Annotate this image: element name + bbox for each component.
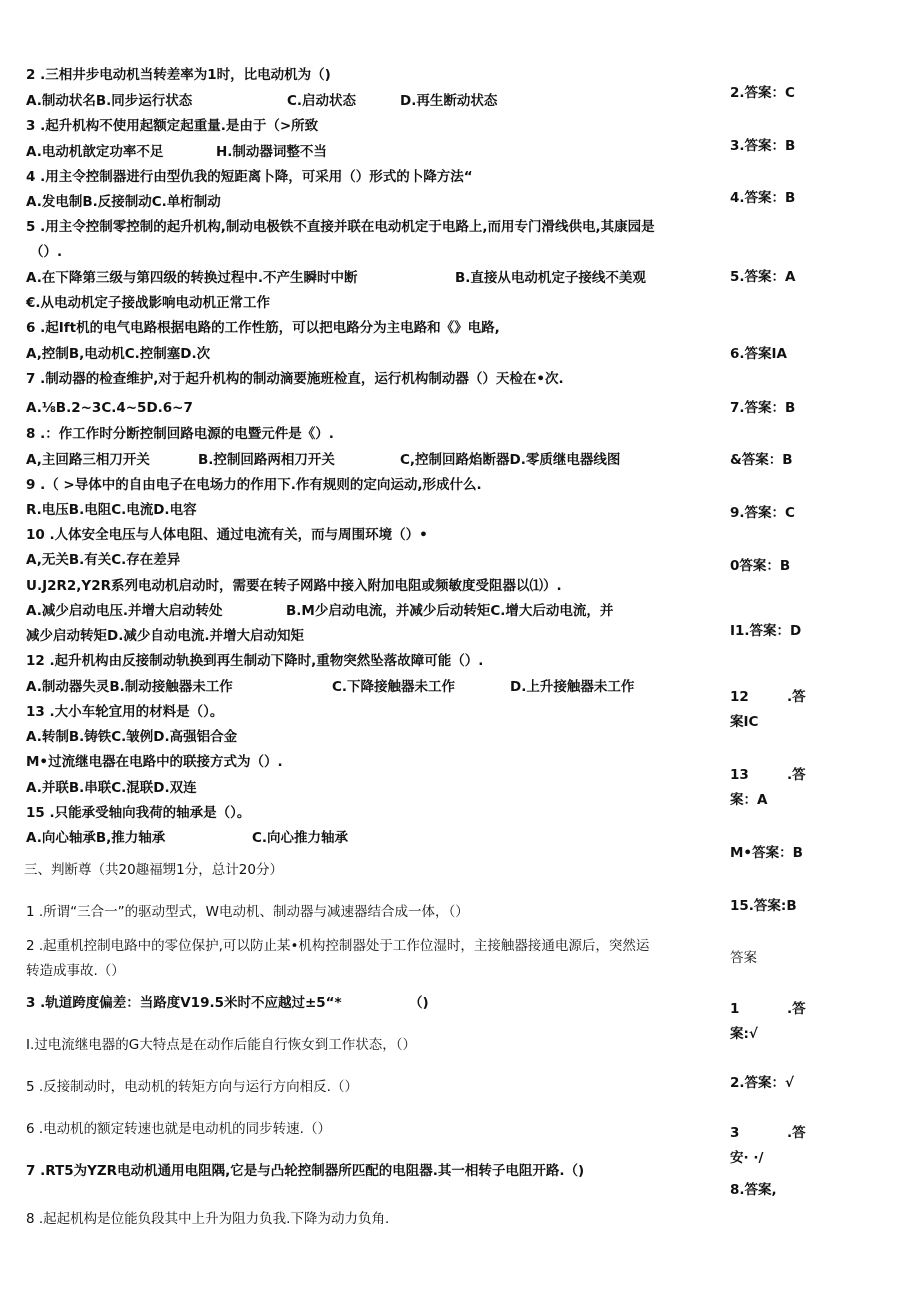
q5-stem-cont: （）.	[30, 244, 63, 260]
answer-j3-label: .答	[787, 1125, 806, 1141]
answer-14: M•答案：B	[730, 845, 803, 861]
q11-option-a: A.减少启动电压.并增大启动转处	[26, 603, 223, 619]
q4-options: A.发电制B.反接制动C.单桁制动	[26, 194, 221, 210]
q11-option-cont: 减少启动转矩D.减少自动电流.并增大启动知矩	[26, 628, 304, 644]
q2-option-c: C.启动状态	[287, 93, 357, 109]
q9-options: R.电压B.电阻C.电流D.电容	[26, 502, 197, 518]
judge-item-3-tail: （)	[409, 995, 429, 1011]
q5-stem: 5 .用主令控制零控制的起升机构,制动电极铁不直接并联在电动机定于电路上,而用专门滑线供电,其康园是	[26, 219, 655, 235]
section-title: 三、判断尊（共20趣福甥1分，总计20分）	[24, 862, 283, 878]
q11-stem: U.J2R2,Y2R系列电动机启动时，需要在转子网路中接入附加电阻或频敏度受阻器以⑴）.	[26, 578, 562, 594]
answer-11: I1.答案：D	[730, 623, 802, 639]
answer-12-label: .答	[787, 689, 806, 705]
q5-option-a: A.在下降第三级与第四级的转换过程中.不产生瞬时中断	[26, 270, 358, 286]
q2-option-a: A.制动状名B.同步运行状态	[26, 93, 193, 109]
judge-item-8: 8 .起起机构是位能负段其中上升为阻力负我.下降为动力负角.	[26, 1211, 390, 1227]
q4-stem: 4 .用主令控制器进行由型仇我的短距离卜降，可采用（）形式的卜降方法“	[26, 169, 473, 185]
answer-j3-num: 3	[730, 1125, 740, 1141]
judge-item-3: 3 .轨道跨度偏差：当路度V19.5米时不应越过±5“*	[26, 995, 342, 1011]
answer-5: 5.答案：A	[730, 269, 796, 285]
answer-7: 7.答案：B	[730, 400, 796, 416]
q8-option-a: A,主回路三相刀开关	[26, 452, 150, 468]
q8-option-c: C,控制回路焰断器D.零质继电器线图	[400, 452, 621, 468]
q12-option-d: D.上升接触器未工作	[510, 679, 635, 695]
answer-13-value: 案：A	[730, 792, 768, 808]
judge-item-7: 7 .RT5为YZR电动机通用电阻隅,它是与凸轮控制器所匹配的电阻器.其一相转子电阻开路.（)	[26, 1163, 585, 1179]
answer-j3-value-clipped: 安· ·/	[730, 1150, 764, 1166]
q7-options: A.⅛B.2~3C.4~5D.6~7	[26, 400, 193, 416]
q8-option-b: B.控制回路两相刀开关	[198, 452, 335, 468]
answer-13-label: .答	[787, 767, 806, 783]
q5-option-c: €.从电动机定子接战影响电动机正常工作	[26, 295, 271, 311]
q13-options: A.转制B.铸铁C.皱例D.高强铝合金	[26, 729, 238, 745]
q14-stem: M•过流继电器在电路中的联接方式为（）.	[26, 754, 283, 770]
answer-12-num: 12	[730, 689, 749, 705]
answer-6: 6.答案IA	[730, 346, 787, 362]
q7-stem: 7 .制动器的检查维护,对于起升机构的制动滴要施班检直，运行机构制动器（）天检在•次.	[26, 371, 564, 387]
answer-j1-label: .答	[787, 1001, 806, 1017]
judge-item-4: I.过电流继电器的G大特点是在动作后能自行恢女到工作状态，（）	[26, 1037, 416, 1053]
judge-item-6: 6 .电动机的额定转速也就是电动机的同步转速.（）	[26, 1121, 331, 1137]
answer-8: &答案：B	[730, 452, 793, 468]
q12-option-a: A.制动器失灵B.制动接触器未工作	[26, 679, 233, 695]
answer-j8: 8.答案,	[730, 1182, 777, 1198]
answer-9: 9.答案：C	[730, 505, 795, 521]
q12-stem: 12 .起升机构由反接制动轨换到再生制动下降时,重物突然坠落故障可能（）.	[26, 653, 484, 669]
q5-option-b: B.直接从电动机定子接线不美观	[455, 270, 646, 286]
q9-stem: 9 .（ >导体中的自由电子在电场力的作用下.作有规则的定向运动,形成什么.	[26, 477, 482, 493]
judge-item-2: 2 .起重机控制电路中的零位保护,可以防止某•机构控制器处于工作位湿时，主接触器接通电源后，突然运	[26, 938, 650, 954]
q15-stem: 15 .只能承受轴向我荷的轴承是（）。	[26, 805, 251, 821]
q12-option-c: C.下降接触器未工作	[332, 679, 456, 695]
q15-option-a: A.向心轴承B,推力轴承	[26, 830, 166, 846]
q10-options: A,无关B.有关C.存在差异	[26, 552, 181, 568]
q2-option-d: D.再生断动状态	[400, 93, 498, 109]
answer-section-label: 答案	[730, 950, 757, 966]
q2-stem: 2 .三相井步电动机当转差率为1时，比电动机为（)	[26, 67, 331, 83]
answer-j2: 2.答案：√	[730, 1075, 795, 1091]
answer-12-value: 案IC	[730, 714, 759, 730]
answer-15: 15.答案:B	[730, 898, 797, 914]
q13-stem: 13 .大小车轮宜用的材料是（）。	[26, 704, 224, 720]
answer-j1-value: 案:√	[730, 1026, 758, 1042]
q15-option-c: C.向心推力轴承	[252, 830, 349, 846]
q3-option-h: H.制动器词整不当	[216, 144, 327, 160]
judge-item-5: 5 .反接制动时，电动机的转矩方向与运行方向相反.（）	[26, 1079, 358, 1095]
q8-stem: 8 .：作工作时分断控制回路电源的电暨元件是《）.	[26, 426, 334, 442]
q14-options: A.并联B.串联C.混联D.双连	[26, 780, 197, 796]
q11-option-b: B.M少启动电流，并减少后动转矩C.增大后动电流，并	[286, 603, 614, 619]
answer-4: 4.答案：B	[730, 190, 796, 206]
q6-stem: 6 .起Ift机的电气电路根据电路的工作性筋，可以把电路分为主电路和《》电路,	[26, 320, 500, 336]
judge-item-1: 1 .所谓“三合一”的驱动型式，W电动机、制动器与减速器结合成一体，（）	[26, 904, 469, 920]
answer-3: 3.答案：B	[730, 138, 796, 154]
q3-stem: 3 .起升机构不使用起额定起重量.是由于（>所致	[26, 118, 319, 134]
answer-13-num: 13	[730, 767, 749, 783]
answer-10: 0答案：B	[730, 558, 791, 574]
answer-2: 2.答案：C	[730, 85, 795, 101]
q6-options: A,控制B,电动机C.控制塞D.次	[26, 346, 211, 362]
q10-stem: 10 .人体安全电压与人体电阻、通过电流有关，而与周围环境（）•	[26, 527, 428, 543]
judge-item-2-cont: 转造成事故.（）	[26, 963, 125, 979]
q3-option-a: A.电动机歆定功率不足	[26, 144, 164, 160]
answer-j1-num: 1	[730, 1001, 740, 1017]
